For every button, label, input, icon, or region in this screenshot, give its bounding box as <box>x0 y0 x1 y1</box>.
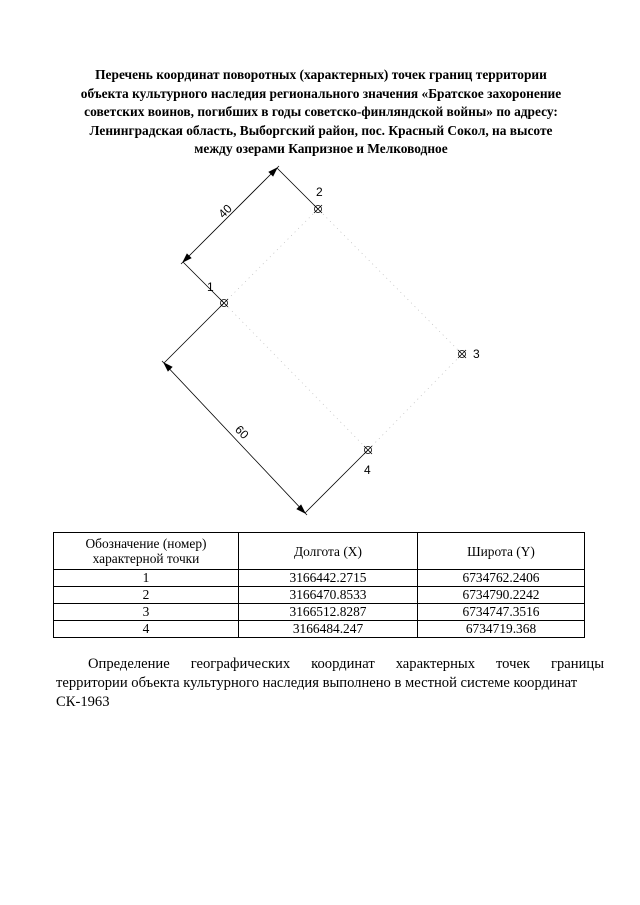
point-label-1: 1 <box>207 280 214 294</box>
title-line: Перечень координат поворотных (характерных) точек границ территории <box>95 67 547 82</box>
cell-point: 2 <box>54 587 239 604</box>
document-title <box>48 66 594 159</box>
dimension-40 <box>181 166 318 303</box>
cell-x: 3166442.2715 <box>239 570 418 587</box>
point-marker-1 <box>220 299 228 307</box>
cell-x: 3166470.8533 <box>239 587 418 604</box>
note-word: координат <box>311 656 375 672</box>
header-point-number-text: Обозначение (номер) характерной точки <box>85 536 207 566</box>
point-marker-2 <box>314 205 322 213</box>
dimension-60 <box>162 303 368 515</box>
cell-x: 3166512.8287 <box>239 604 418 621</box>
note-word: характерных <box>395 656 476 672</box>
note-line-1 <box>56 655 604 674</box>
cell-y: 6734762.2406 <box>418 570 585 587</box>
table-header-row <box>54 533 585 570</box>
table-row <box>54 604 585 621</box>
boundary-polygon <box>224 209 462 450</box>
table-row <box>54 621 585 638</box>
note-word: точек <box>496 656 531 672</box>
note-line-3: СК-1963 <box>56 694 110 710</box>
point-label-2: 2 <box>316 185 323 199</box>
cell-y: 6734719.368 <box>418 621 585 638</box>
header-point-number <box>54 533 239 570</box>
note-word: границы <box>551 656 604 672</box>
dimension-label-60: 60 <box>232 422 252 442</box>
dimension-label-40: 40 <box>215 201 235 221</box>
cell-y: 6734790.2242 <box>418 587 585 604</box>
coordinates-table <box>53 532 585 638</box>
title-line: объекта культурного наследия регионального значения «Братское захоронение <box>80 85 562 101</box>
cell-y: 6734747.3516 <box>418 604 585 621</box>
cell-point: 3 <box>54 604 239 621</box>
point-marker-3 <box>458 350 466 358</box>
title-line: между озерами Капризное и Мелководное <box>194 141 448 156</box>
title-line: советских воинов, погибших в годы советско-финляндской войны» по адресу: <box>84 104 558 119</box>
note-line-2: территории объекта культурного наследия выполнено в местной системе координат <box>56 675 578 691</box>
cell-point: 4 <box>54 621 239 638</box>
point-label-3: 3 <box>473 347 480 361</box>
header-latitude: Широта (Y) <box>418 533 585 570</box>
point-marker-4 <box>364 446 372 454</box>
coordinate-system-note <box>56 655 604 712</box>
point-label-4: 4 <box>364 463 371 477</box>
table-row <box>54 587 585 604</box>
boundary-plan <box>0 160 640 530</box>
note-word: Определение <box>88 656 170 672</box>
title-line: Ленинградская область, Выборгский район, пос. Красный Сокол, на высоте <box>89 122 553 138</box>
cell-x: 3166484.247 <box>239 621 418 638</box>
header-longitude: Долгота (X) <box>239 533 418 570</box>
table-row <box>54 570 585 587</box>
cell-point: 1 <box>54 570 239 587</box>
note-word: географических <box>190 656 291 672</box>
